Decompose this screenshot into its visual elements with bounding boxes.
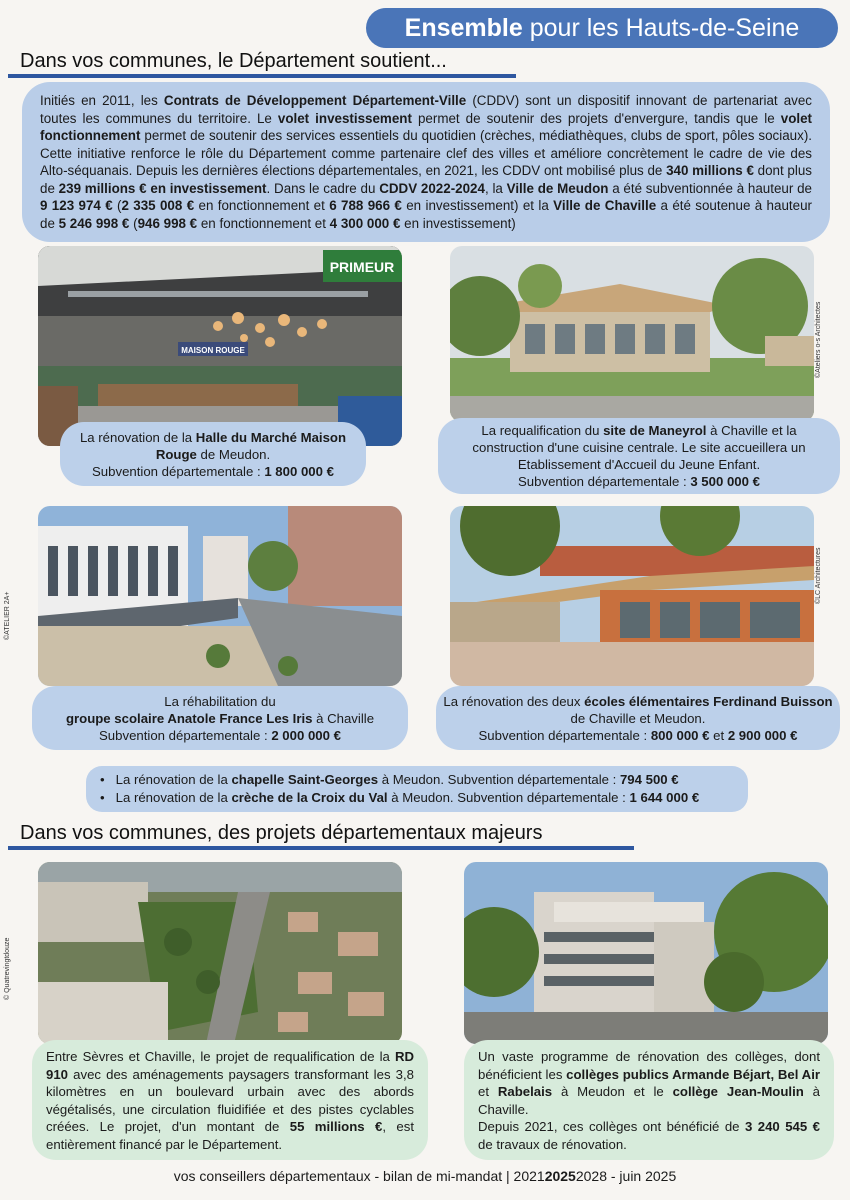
photo-ferdinand-buisson [450, 506, 814, 686]
bullet-list [86, 766, 748, 812]
caption-halle-marche: La rénovation de la Halle du Marché Maison Rouge de Meudon. Subvention départementale : 1 800 000 € [60, 422, 366, 486]
banner-rest: pour les Hauts-de-Seine [522, 14, 800, 42]
photo-anatole-france [38, 506, 402, 686]
caption-anatole-france: La réhabilitation du groupe scolaire Anatole France Les Iris à Chaville Subvention départementale : 2 000 000 € [32, 686, 408, 750]
credit-maneyrol: ©Ateliers o-s Architectes [815, 301, 822, 378]
credit-anatole: ©ATELIER 2A+ [4, 591, 11, 640]
photo-college [464, 862, 828, 1044]
list-item: • La rénovation de la chapelle Saint-Georges à Meudon. Subvention départementale : 794 500 € [100, 772, 679, 787]
photo-rd910-aerial [38, 862, 402, 1044]
colleges-description: Un vaste programme de rénovation des collèges, dont bénéficient les collèges publics Armande Béjart, Bel Air et Rabelais à Meudon et le collège Jean-Moulin à Chaville. Depuis 2021, ces collèges ont bénéficié de 3 240 545 € de travaux de rénovation. [464, 1040, 834, 1160]
section-title-2: Dans vos communes, des projets départementaux majeurs [20, 822, 543, 844]
section-title-1: Dans vos communes, le Département soutient... [20, 50, 447, 72]
credit-rd910: © Quatrevingtdouze [4, 937, 11, 1000]
section-underline-1 [8, 74, 516, 78]
photo-site-maneyrol [450, 246, 814, 422]
intro-paragraph: Initiés en 2011, les Contrats de Développement Département-Ville (CDDV) sont un dispositif innovant de partenariat avec toutes les communes du territoire. Le volet investissement permet de soutenir des projets d'envergure, tandis que le volet fonctionnement permet de soutenir des services essentiels du quotidien (crèches, médiathèques, clubs de sport, pôles sociaux). Cette initiative renforce le rôle du Département comme partenaire clef des villes et améliore concrètement le cadre de vie des Alto-séquanais. Depuis les dernières élections départementales, en 2021, les CDDV ont mobilisé plus de 340 millions € dont plus de 239 millions € en investissement. Dans le cadre du CDDV 2022-2024, la Ville de Meudon a été subventionnée à hauteur de 9 123 974 € (2 335 008 € en fonctionnement et 6 788 966 € en investissement) et la Ville de Chaville a été soutenue à hauteur de 5 246 998 € (946 998 € en fonctionnement et 4 300 000 € en investissement) [22, 82, 830, 242]
rd910-description: Entre Sèvres et Chaville, le projet de requalification de la RD 910 avec des aménagements paysagers transformant les 3,8 kilomètres en un boulevard urbain avec des abords végétalisés, une circulation fluidifiée et des pistes cyclables créées. Le projet, d'un montant de 55 millions €, est entièrement financé par le Département. [32, 1040, 428, 1160]
banner-bold: Ensemble [404, 14, 523, 42]
market-sign-primeur: PRIMEUR [329, 259, 395, 275]
header-banner [366, 8, 838, 48]
photo-halle-marche [38, 246, 402, 446]
caption-ferdinand-buisson: La rénovation des deux écoles élémentaires Ferdinand Buisson de Chaville et Meudon. Subvention départementale : 800 000 € et 2 900 000 € [436, 686, 840, 750]
footer: vos conseillers départementaux - bilan de mi-mandat | 202120252028 - juin 2025 [173, 1168, 677, 1184]
credit-buisson: ©LC Architectures [815, 547, 822, 604]
list-item: • La rénovation de la crèche de la Croix du Val à Meudon. Subvention départementale : 1 644 000 € [100, 790, 700, 805]
section-underline-2 [8, 846, 634, 850]
market-sign-maison-rouge: MAISON ROUGE [181, 346, 245, 355]
caption-site-maneyrol: La requalification du site de Maneyrol à Chaville et la construction d'une cuisine centrale. Le site accueillera un Etablissement d'Accueil du Jeune Enfant. Subvention départementale : 3 500 000 € [438, 418, 840, 494]
